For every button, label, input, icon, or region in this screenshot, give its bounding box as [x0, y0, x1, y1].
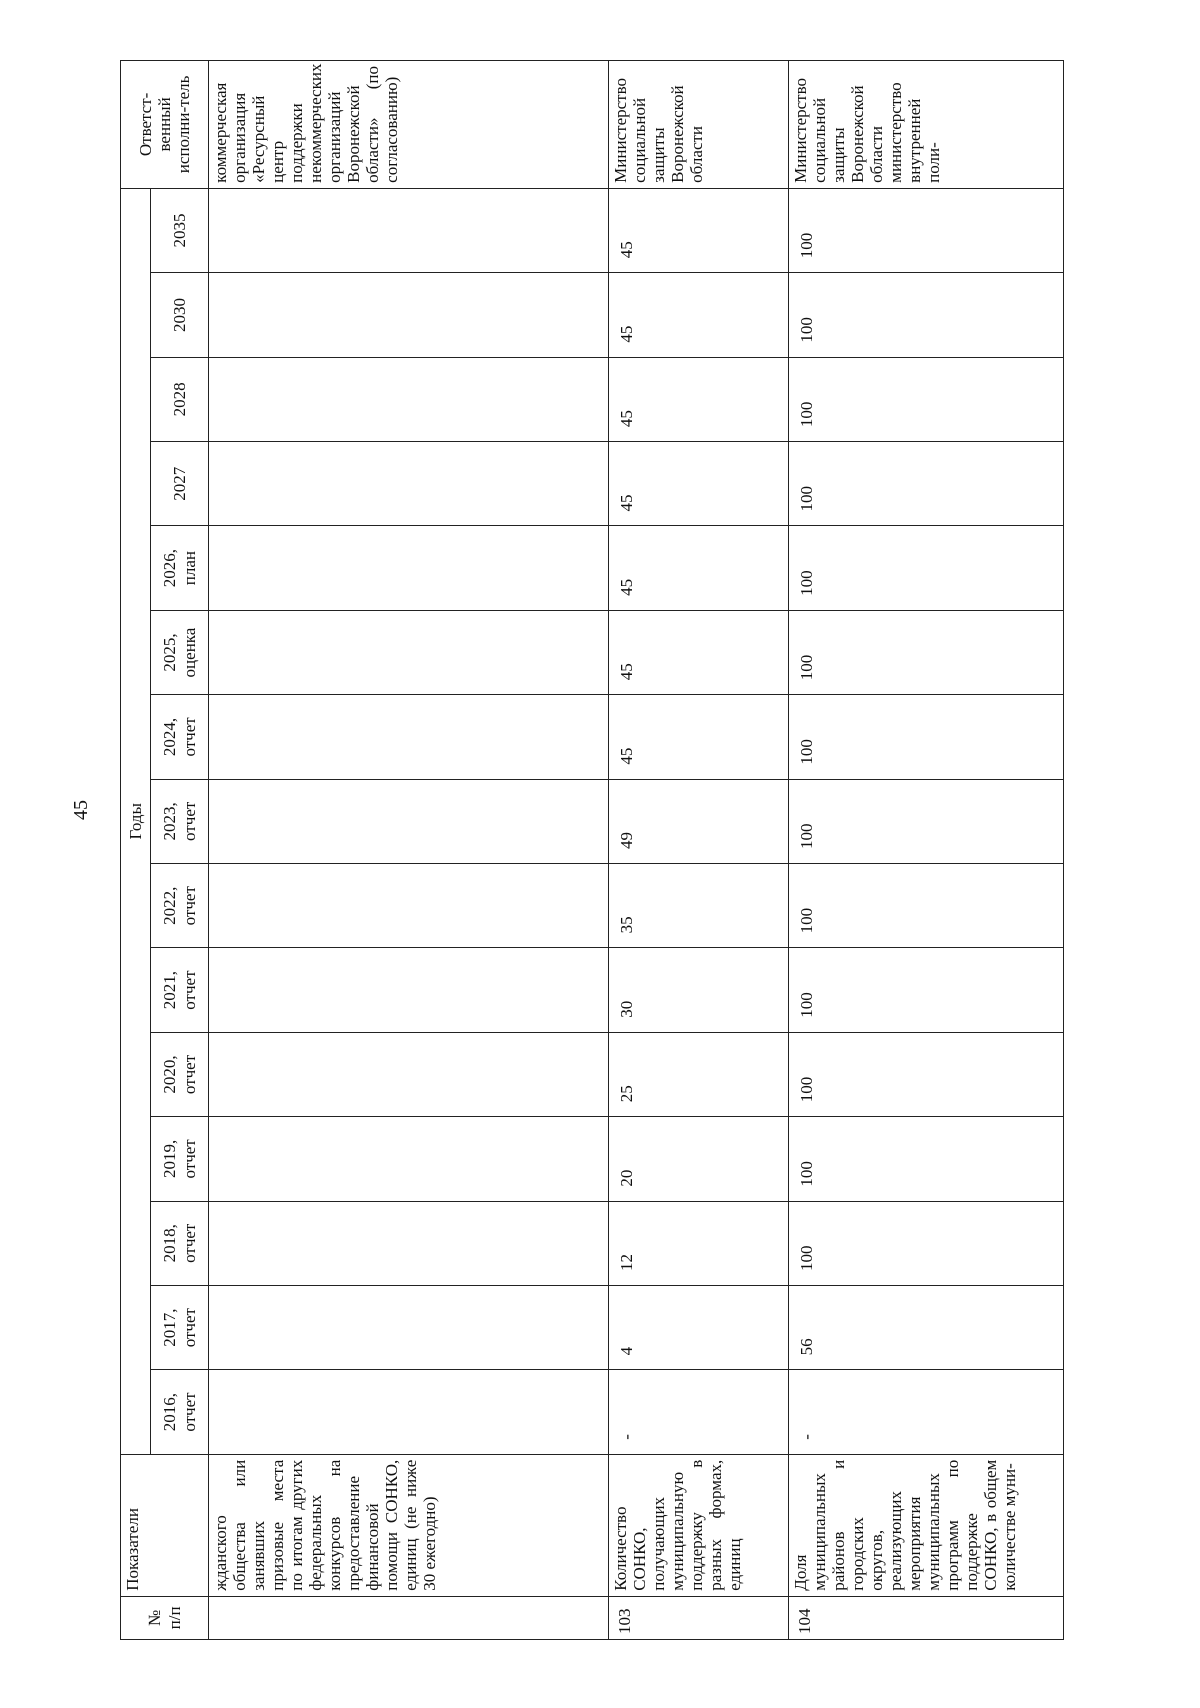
table-row: [209, 61, 609, 1640]
row-value: [209, 357, 609, 441]
row-value: 100: [789, 188, 1064, 272]
row-value: [209, 526, 609, 610]
row-num: [209, 1596, 609, 1639]
row-value: 56: [789, 1285, 1064, 1369]
row-responsible: Министерство социальной защиты Воронежской области: [609, 61, 789, 189]
header-year: 2020, отчет: [151, 1032, 209, 1116]
header-num: № п/п: [121, 1596, 209, 1639]
row-indicator: Доля муниципальных районов и городских округов, реализующих мероприятия муниципальных программ по поддержке СОНКО, в общем количестве муни-: [789, 1454, 1064, 1596]
header-year: 2018, отчет: [151, 1201, 209, 1285]
row-value: 100: [789, 610, 1064, 694]
row-value: -: [609, 1370, 789, 1454]
row-value: [209, 1117, 609, 1201]
row-value: 45: [609, 273, 789, 357]
row-value: 45: [609, 188, 789, 272]
header-year: 2016, отчет: [151, 1370, 209, 1454]
row-num: 103: [609, 1596, 789, 1639]
row-indicator: Количество СОНКО, получающих муниципальную поддержку в разных формах, единиц: [609, 1454, 789, 1596]
page-number: 45: [70, 800, 92, 820]
row-value: [209, 442, 609, 526]
header-year: 2026, план: [151, 526, 209, 610]
header-year: 2025, оценка: [151, 610, 209, 694]
header-year: 2030: [151, 273, 209, 357]
header-years-group: Годы: [121, 188, 151, 1454]
header-year: 2035: [151, 188, 209, 272]
row-indicator: жданского общества или занявших призовые места по итогам других федеральных конкурсов на предоставление финансовой помощи СОНКО, единиц (не ниже 30 ежегодно): [209, 1454, 609, 1596]
rotated-table-wrapper: [120, 60, 1080, 1640]
header-indicator: Показатели: [121, 1454, 209, 1596]
row-value: 4: [609, 1285, 789, 1369]
header-year: 2017, отчет: [151, 1285, 209, 1369]
row-value: 49: [609, 779, 789, 863]
row-value: 45: [609, 526, 789, 610]
row-value: 12: [609, 1201, 789, 1285]
row-value: 45: [609, 442, 789, 526]
row-value: [209, 188, 609, 272]
row-value: 100: [789, 357, 1064, 441]
row-value: [209, 1285, 609, 1369]
header-year: 2023, отчет: [151, 779, 209, 863]
row-value: 100: [789, 864, 1064, 948]
row-value: -: [789, 1370, 1064, 1454]
row-value: 100: [789, 1117, 1064, 1201]
row-value: 100: [789, 442, 1064, 526]
indicators-table: [120, 60, 1064, 1640]
row-value: 100: [789, 273, 1064, 357]
table-row: [789, 61, 1064, 1640]
header-year: 2027: [151, 442, 209, 526]
row-value: 25: [609, 1032, 789, 1116]
row-value: [209, 948, 609, 1032]
row-value: [209, 1032, 609, 1116]
header-year: 2028: [151, 357, 209, 441]
row-responsible: Министерство социальной защиты Воронежской области министерство внутренней поли-: [789, 61, 1064, 189]
row-value: 100: [789, 526, 1064, 610]
row-value: [209, 1201, 609, 1285]
row-value: 100: [789, 695, 1064, 779]
row-responsible: коммерческая организация «Ресурсный центр поддержки некоммерческих организаций Воронежской области» (по согласованию): [209, 61, 609, 189]
row-value: [209, 273, 609, 357]
row-value: [209, 864, 609, 948]
row-value: [209, 610, 609, 694]
row-value: 45: [609, 610, 789, 694]
table-row: [609, 61, 789, 1640]
header-year: 2021, отчет: [151, 948, 209, 1032]
header-responsible: Ответст-венный исполни-тель: [121, 61, 209, 189]
row-value: 100: [789, 779, 1064, 863]
header-year: 2024, отчет: [151, 695, 209, 779]
header-year: 2019, отчет: [151, 1117, 209, 1201]
row-value: 20: [609, 1117, 789, 1201]
row-value: 45: [609, 357, 789, 441]
row-num: 104: [789, 1596, 1064, 1639]
row-value: [209, 1370, 609, 1454]
row-value: 100: [789, 1032, 1064, 1116]
row-value: 35: [609, 864, 789, 948]
row-value: [209, 779, 609, 863]
header-year: 2022, отчет: [151, 864, 209, 948]
row-value: [209, 695, 609, 779]
row-value: 45: [609, 695, 789, 779]
row-value: 100: [789, 1201, 1064, 1285]
row-value: 30: [609, 948, 789, 1032]
row-value: 100: [789, 948, 1064, 1032]
